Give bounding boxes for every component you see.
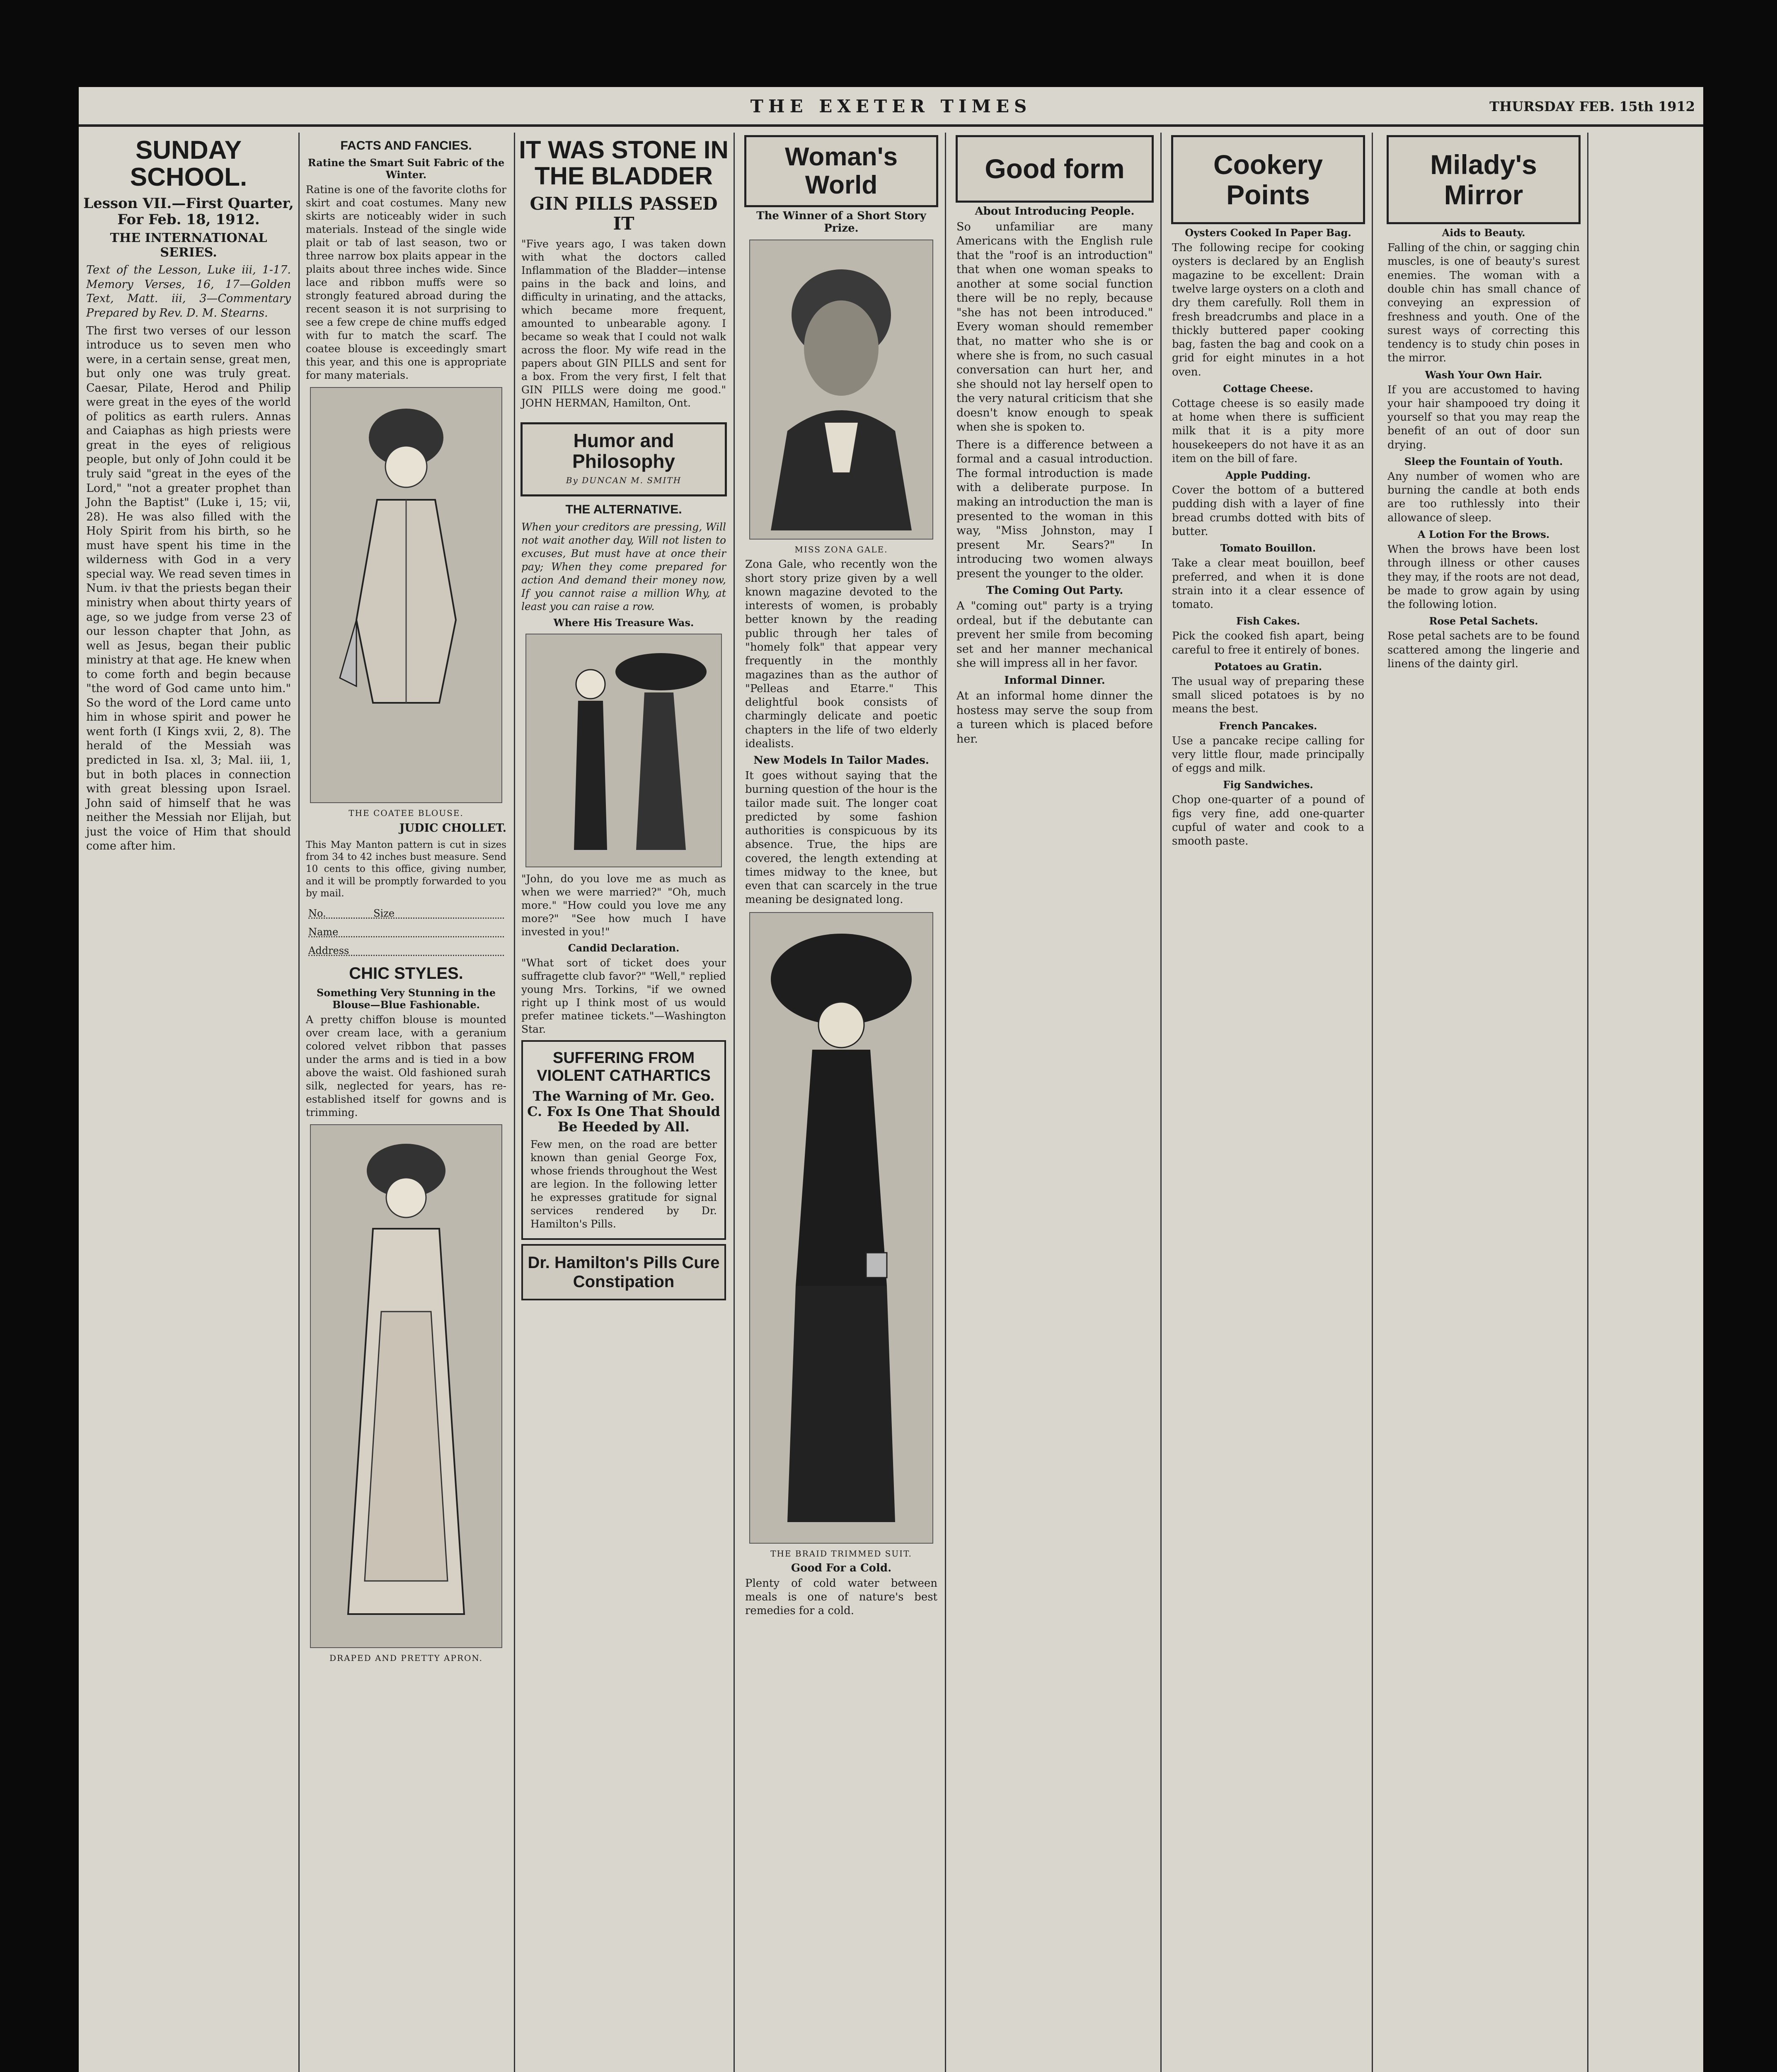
humor-title: Humor and Philosophy [572, 429, 675, 472]
gin-pills-column [518, 133, 729, 2072]
womans-world-title: Woman's World [785, 143, 898, 200]
womans-world-column [742, 133, 941, 2072]
pancakes-title: French Pancakes. [1219, 719, 1317, 732]
woman-portrait-icon [763, 240, 920, 530]
pattern-note: This May Manton pattern is cut in sizes from 34 to 42 inches bust measure. Send 10 cents to this office, giving number, and it will be promptly forwarded to you by mail. [306, 839, 506, 899]
introducing-body: So unfamiliar are many Americans with the English rule that the "roof is an introduction" that when one woman speaks to another at some social function there will be no reply, because "she has not been introduced." Every woman should remember that, no matter who she is or where she is from, no such casual conversation can hurt her, and she should not lay herself open to the very natural criticism that she doesn't know enough to speak when she is spoken to. [956, 220, 1153, 434]
tomato-body: Take a clear meat bouillon, beef preferred, and when it is done strain into it a clear essence of tomato. [1172, 557, 1364, 611]
hamilton-pills-ad [521, 1244, 726, 1300]
womans-world-body: Zona Gale, who recently won the short story prize given by a well known magazine devoted to the interests of women, is probably better known by the reading public through her tales of "homely folk" that appear very frequently in the monthly magazines than as the author of "Pelleas and Etarre." This delightful book consists of charmingly delicate and poetic chapters in the life of two elderly idealists. [745, 558, 937, 750]
party-title: The Coming Out Party. [986, 584, 1123, 597]
facts-subtitle: Ratine the Smart Suit Fabric of the Winter. [307, 157, 505, 181]
aids-body: Falling of the chin, or sagging chin muscles, is one of beauty's surest enemies. The woman with a double chin has small chance of conveying an expression of freshness and youth. One of the surest ways of correcting this tendency is to study chin poses in the mirror. [1387, 242, 1580, 365]
models-title: New Models In Tailor Mades. [753, 754, 929, 767]
cottage-body: Cottage cheese is so easily made at home when there is sufficient milk that it is a pity more housekeepers do not have it as an item on the bill of fare. [1172, 397, 1364, 465]
sleep-body: Any number of women who are burning the candle at both ends are too ruthlessly into their allowance of sleep. [1387, 470, 1580, 524]
treasure-title: Where His Treasure Was. [553, 616, 694, 629]
fish-body: Pick the cooked fish apart, being careful to free it entirely of bones. [1172, 630, 1364, 656]
zona-gale-portrait [749, 240, 933, 540]
fig-title: Fig Sandwiches. [1223, 779, 1313, 791]
introducing-title: About Introducing People. [975, 205, 1135, 218]
masthead [79, 87, 1703, 127]
rose-title: Rose Petal Sachets. [1429, 615, 1538, 627]
potatoes-body: The usual way of preparing these small sliced potatoes is by no means the best. [1172, 675, 1364, 716]
models-body: It goes without saying that the burning question of the hour is the tailor made suit. The longer coat predicted by some fashion authorities is conspicuous by its absence. True, the hips are covered, the length extending at times midway to the knee, but even that can scarcely in the true meaning be designated long. [745, 770, 937, 906]
braid-suit-illustration [749, 912, 933, 1544]
chic-styles-subtitle: Something Very Stunning in the Blouse—Blue Fashionable. [316, 986, 496, 1011]
cookery-column [1169, 133, 1368, 2072]
sunday-school-title: SUNDAY SCHOOL. [130, 136, 247, 192]
coatee-blouse-illustration [310, 387, 502, 803]
sunday-school-column [83, 133, 294, 2072]
party-body: A "coming out" party is a trying ordeal, but if the debutante can prevent her smile from becoming set and her manner mechanical she will impress all in her favor. [956, 600, 1153, 670]
suffering-body: Few men, on the road are better known than genial George Fox, whose friends throughout the West are legion. In the following letter he expresses gratitude for signal services rendered by Dr. Hamilton's Pills. [530, 1138, 717, 1230]
suffering-title: SUFFERING FROM VIOLENT CATHARTICS [537, 1049, 711, 1085]
oysters-title: Oysters Cooked In Paper Bag. [1185, 227, 1351, 239]
chic-styles-title: CHIC STYLES. [349, 964, 463, 983]
fish-title: Fish Cakes. [1236, 615, 1300, 627]
pancakes-body: Use a pancake recipe calling for very little flour, made principally of eggs and milk. [1172, 734, 1364, 775]
treasure-body: "John, do you love me as much as when we were married?" "Oh, much more." "How could you love me any more?" "See how much I have invested in you!" [521, 872, 726, 938]
catharatics-ad [521, 1040, 726, 1240]
apron-illustration [310, 1124, 502, 1648]
paper-name: THE EXETER TIMES [750, 96, 1032, 116]
issue-date: THURSDAY FEB. 15th 1912 [1489, 99, 1695, 114]
good-form-column [953, 133, 1156, 2072]
blouse-figure-icon [332, 388, 481, 786]
facts-title: FACTS AND FANCIES. [340, 139, 472, 152]
dinner-title: Informal Dinner. [1004, 674, 1105, 687]
aids-title: Aids to Beauty. [1442, 227, 1525, 239]
pattern-address-field[interactable]: Address [308, 945, 504, 956]
dinner-body: At an informal home dinner the hostess may serve the soup from a tureen which is placed before her. [956, 690, 1153, 746]
tomato-title: Tomato Bouillon. [1220, 542, 1316, 554]
lotion-title: A Lotion For the Brows. [1417, 528, 1550, 540]
milady-title: Milady's Mirror [1430, 149, 1537, 210]
milady-box [1387, 135, 1581, 224]
sleep-title: Sleep the Fountain of Youth. [1404, 455, 1563, 467]
hamilton-ad-text: Dr. Hamilton's Pills Cure Constipation [528, 1253, 720, 1291]
coatee-caption: THE COATEE BLOUSE. [349, 808, 464, 818]
signature-1: JUDIC CHOLLET. [399, 822, 506, 835]
stone-body: "Five years ago, I was taken down with what the doctors called Inflammation of the Bladder—intense pains in the back and loins, and difficulty in urinating, and the attacks, which became more frequent, amounted to unbearable agony. I became so weak that I could not walk across the floor. My wife read in the papers about GIN PILLS and sent for a box. From the very first, I felt that GIN PILLS were doing me good." JOHN HERMAN, Hamilton, Ont. [521, 237, 726, 409]
pattern-number-field[interactable]: No. Size [308, 908, 504, 919]
braid-suit-figure-icon [754, 913, 928, 1535]
couple-cartoon-icon [537, 634, 711, 858]
womans-world-box [744, 135, 938, 207]
lesson-intro: Text of the Lesson, Luke iii, 1-17. Memory Verses, 16, 17—Golden Text, Matt. iii, 3—Commentary Prepared by Rev. D. M. Stearns. [86, 264, 291, 320]
cold-title: Good For a Cold. [791, 1561, 892, 1574]
cartoon-illustration [525, 634, 722, 867]
oysters-body: The following recipe for cooking oysters is declared by an English magazine to be excellent: Drain twelve large oysters on a cloth and dry them carefully. Roll them in fresh breadcrumbs and place in a thickly buttered paper cooking bag, fasten the bag and cook on a grid for eight minutes in a hot oven. [1172, 242, 1364, 378]
introducing-body-2: There is a difference between a formal and a casual introduction. The formal introduction is made with a deliberate purpose. In making an introduction the man is presented to the woman in this way, "Miss Johnston, may I present Mr. Sears?" In introducing two women always present the younger to the older. [956, 438, 1153, 580]
apron-figure-icon [323, 1125, 489, 1631]
womans-world-subtitle: The Winner of a Short Story Prize. [756, 210, 926, 235]
series-heading: THE INTERNATIONAL SERIES. [110, 231, 267, 260]
facts-body: Ratine is one of the favorite cloths for skirt and coat costumes. Many new skirts are noticeably wider in such materials. Instead of the single wide plait or tab of last season, two or three narrow box plaits appear in the plaits about three inches wide. Since lace and ribbon muffs were so strongly featured abroad during the recent season it is not surprising to see a few crepe de chine muffs edged with fur to match the scarf. The coatee blouse is exceedingly smart this year, and this one is appropriate for many materials. [306, 184, 506, 381]
stone-title: IT WAS STONE IN THE BLADDER [519, 136, 729, 190]
lesson-heading: Lesson VII.—First Quarter, For Feb. 18, 1912. [83, 195, 294, 228]
portrait-caption: MISS ZONA GALE. [794, 545, 888, 555]
fig-body: Chop one-quarter of a pound of figs very fine, add one-quarter cupful of water and cook to a smooth paste. [1172, 794, 1364, 848]
pattern-name-field[interactable]: Name [308, 926, 504, 937]
cottage-title: Cottage Cheese. [1223, 382, 1313, 395]
apple-body: Cover the bottom of a buttered pudding dish with a layer of fine bread crumbs dotted with bits of butter. [1172, 484, 1364, 538]
cookery-box [1171, 135, 1365, 224]
suit-caption: THE BRAID TRIMMED SUIT. [770, 1548, 912, 1559]
humor-byline: By DUNCAN M. SMITH [566, 475, 682, 485]
rose-body: Rose petal sachets are to be found scattered among the lingerie and linens of the dainty girl. [1387, 630, 1580, 670]
humor-box [521, 422, 727, 496]
hair-body: If you are accustomed to having your hair shampooed try doing it yourself so that you may reap the benefit of an out of door sun drying. [1387, 383, 1580, 451]
stone-subtitle: GIN PILLS PASSED IT [530, 194, 718, 234]
chic-styles-body: A pretty chiffon blouse is mounted over cream lace, with a geranium colored velvet ribbon that passes under the arms and is tied in a bow above the waist. Old fashioned surah silk, neglected for years, has re-established itself for gowns and is trimming. [306, 1013, 506, 1118]
hair-title: Wash Your Own Hair. [1425, 368, 1542, 381]
candid-title: Candid Declaration. [568, 942, 680, 954]
newspaper-page [79, 87, 1703, 2072]
candid-body: "What sort of ticket does your suffragette club favor?" "Well," replied young Mrs. Torkins, "if we owned right up I think most of us would prefer matinee tickets."—Washington Star. [521, 956, 726, 1035]
lesson-body: The first two verses of our lesson introduce us to seven men who were, in a certain sense, great men, but only one was truly great. Caesar, Pilate, Herod and Philip were great in the eyes of the world of politics as earth rulers. Annas and Caiaphas as high priests were great in the eyes of religious people, but only of John could it be truly said "great in the eyes of the Lord," "not a greater prophet than John the Baptist" (Luke i, 15; vii, 28). He was also filled with the Holy Spirit from his birth, so he must have spent his time in the wilderness with God in a very special way. We read seven times in Num. iv that the priests began their ministry when about thirty years of age, so we judge from verse 23 of our lesson chapter that John, as well as Jesus, began their public ministry at that age. He knew when to come forth and begin because "the word of God came unto him." So the word of the Lord came unto him in whose spirit and power he went forth (I Kings xvii, 2, 8). The herald of the Messiah was predicted in Isa. xl, 3; Mal. iii, 1, but in both places in connection with great blessing upon Israel. John said of himself that he was neither the Messiah nor Elijah, but just the voice of Him that should come after him. [86, 324, 291, 853]
facts-fancies-column [303, 133, 510, 2072]
cold-body: Plenty of cold water between meals is one of nature's best remedies for a cold. [745, 1577, 937, 1617]
milady-column [1384, 133, 1583, 2072]
apple-title: Apple Pudding. [1225, 469, 1311, 482]
potatoes-title: Potatoes au Gratin. [1214, 660, 1322, 673]
lotion-body: When the brows have been lost through illness or other causes they may, if the roots are not dead, be made to grow again by using the following lotion. [1387, 543, 1580, 611]
warning-title: The Warning of Mr. Geo. C. Fox Is One That Should Be Heeded by All. [527, 1088, 720, 1135]
good-form-box [956, 135, 1154, 203]
good-form-title: Good form [985, 153, 1125, 184]
apron-caption: DRAPED AND PRETTY APRON. [329, 1653, 483, 1663]
cookery-title: Cookery Points [1213, 149, 1323, 210]
alternative-poem: When your creditors are pressing, Will not wait another day, Will not listen to excuses, But must have at once their pay; When they come prepared for action And demand their money now, If you cannot raise a million Why, at least you can raise a row. [521, 520, 726, 612]
alternative-title: THE ALTERNATIVE. [565, 502, 682, 516]
